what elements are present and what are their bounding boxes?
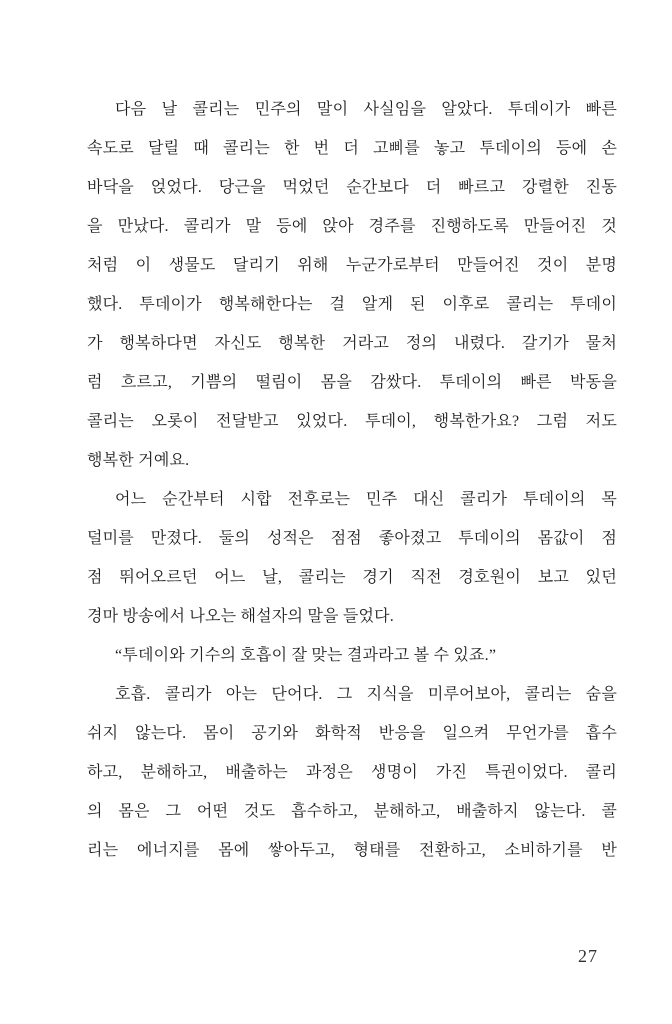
text-line: 하고, 분해하고, 배출하는 과정은 생명이 가진 특권이었다. 콜리 xyxy=(87,764,617,781)
paragraph xyxy=(87,90,617,480)
paragraph-dialogue xyxy=(87,636,617,675)
text-line: 리는 에너지를 몸에 쌓아두고, 형태를 전환하고, 소비하기를 반 xyxy=(87,842,617,859)
text-line: 콜리는 오롯이 전달받고 있었다. 투데이, 행복한가요? 그럼 저도 xyxy=(87,413,617,430)
text-line: 속도로 달릴 때 콜리는 한 번 더 고삐를 놓고 투데이의 등에 손 xyxy=(87,140,617,157)
text-line: 을 만났다. 콜리가 말 등에 앉아 경주를 진행하도록 만들어진 것 xyxy=(87,218,617,235)
page-text xyxy=(87,90,617,870)
text-line: 경마 방송에서 나오는 해설자의 말을 들었다. xyxy=(87,608,395,625)
page-number: 27 xyxy=(578,946,598,966)
text-line: 했다. 투데이가 행복해한다는 걸 알게 된 이후로 콜리는 투데이 xyxy=(87,296,617,313)
text-line: 바닥을 얹었다. 당근을 먹었던 순간보다 더 빠르고 강렬한 진동 xyxy=(87,179,617,196)
text-line: 덜미를 만졌다. 둘의 성적은 점점 좋아졌고 투데이의 몸값이 점 xyxy=(87,530,617,547)
text-line: 다음 날 콜리는 민주의 말이 사실임을 알았다. 투데이가 빠른 xyxy=(115,101,617,118)
text-line: 가 행복하다면 자신도 행복한 거라고 정의 내렸다. 갈기가 물처 xyxy=(87,335,617,352)
text-line: 호흡. 콜리가 아는 단어다. 그 지식을 미루어보아, 콜리는 숨을 xyxy=(115,686,617,703)
text-line: 쉬지 않는다. 몸이 공기와 화학적 반응을 일으켜 무언가를 흡수 xyxy=(87,725,617,742)
text-line: 어느 순간부터 시합 전후로는 민주 대신 콜리가 투데이의 목 xyxy=(115,491,617,508)
text-line: 점 뛰어오르던 어느 날, 콜리는 경기 직전 경호원이 보고 있던 xyxy=(87,569,617,586)
paragraph xyxy=(87,675,617,870)
text-line: 행복한 거예요. xyxy=(87,452,190,469)
text-line: “투데이와 기수의 호흡이 잘 맞는 결과라고 볼 수 있죠.” xyxy=(115,647,497,664)
paragraph xyxy=(87,480,617,636)
text-line: 럼 흐르고, 기쁨의 떨림이 몸을 감쌌다. 투데이의 빠른 박동을 xyxy=(87,374,617,391)
text-line: 처럼 이 생물도 달리기 위해 누군가로부터 만들어진 것이 분명 xyxy=(87,257,617,274)
text-line: 의 몸은 그 어떤 것도 흡수하고, 분해하고, 배출하지 않는다. 콜 xyxy=(87,803,617,820)
